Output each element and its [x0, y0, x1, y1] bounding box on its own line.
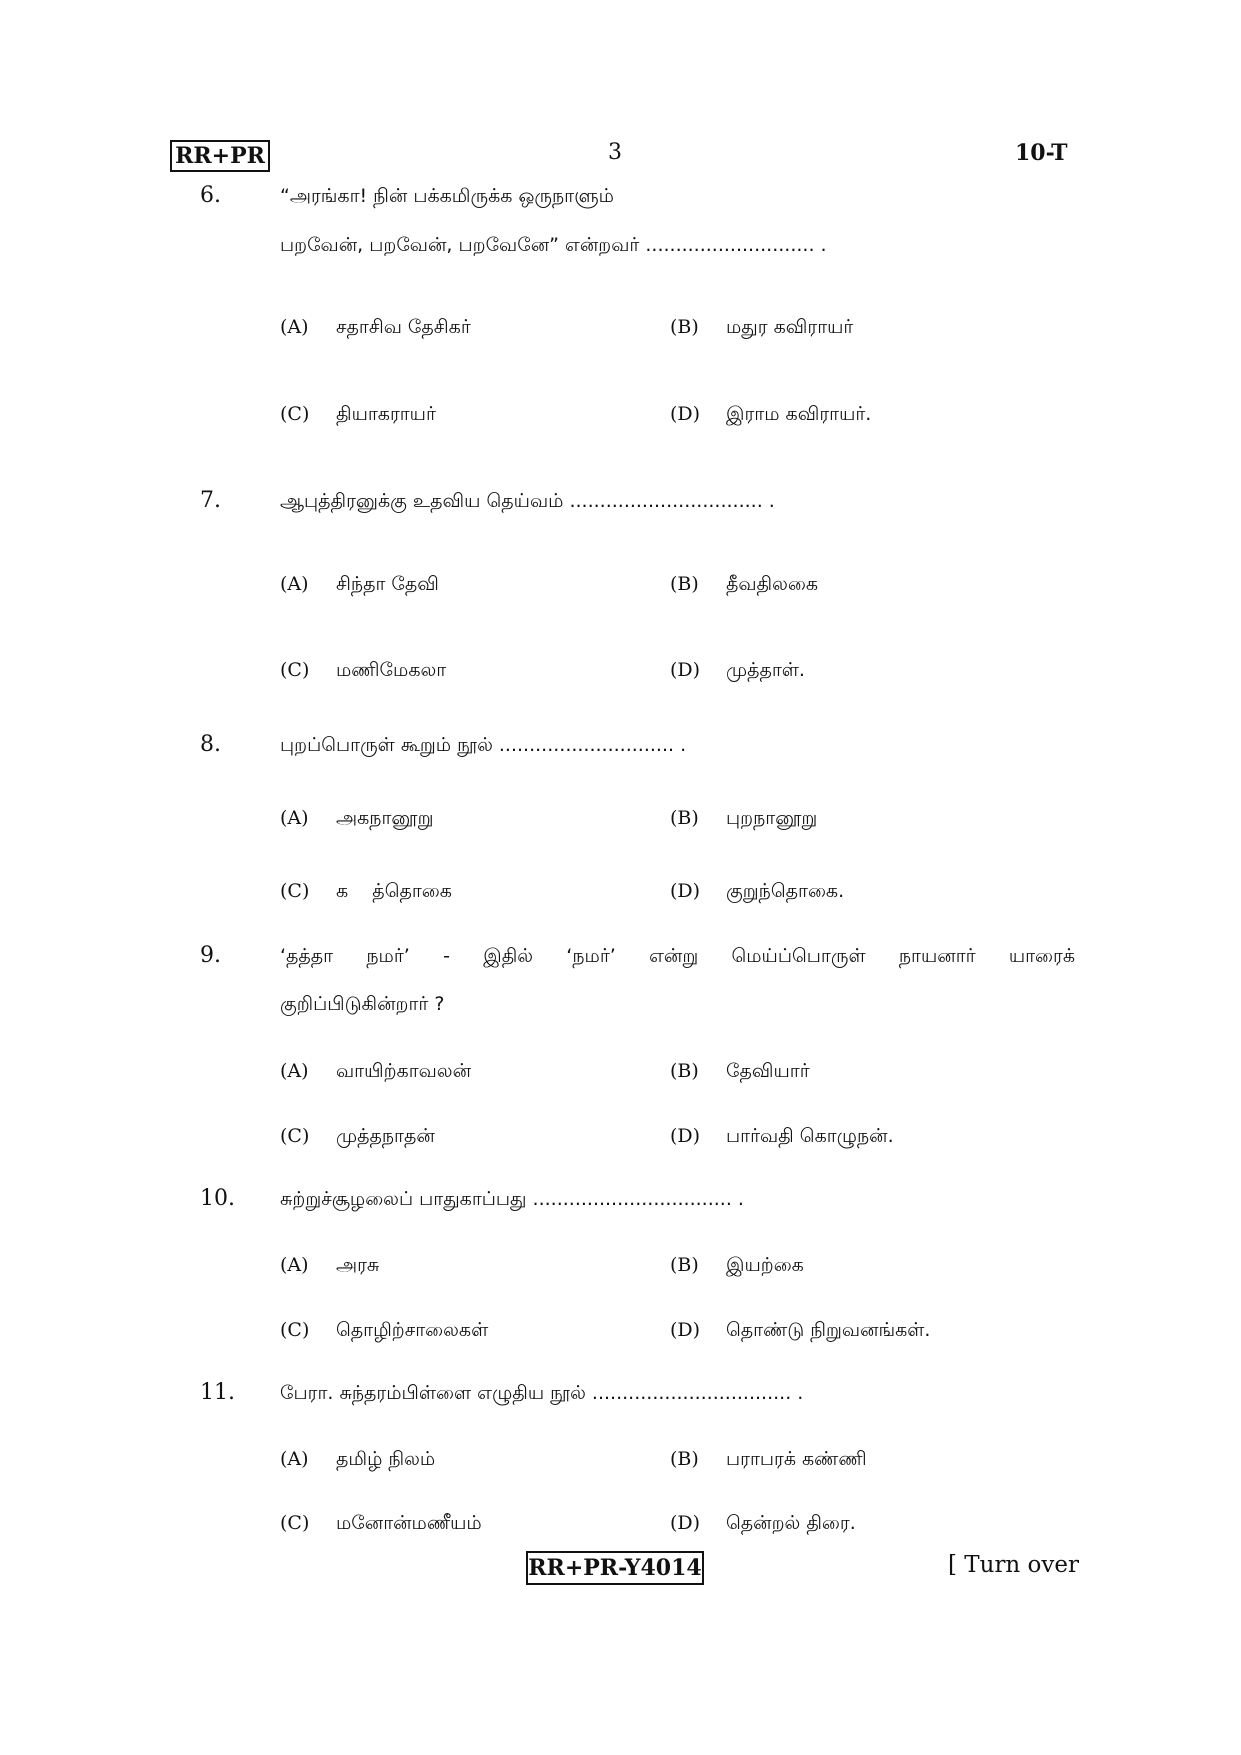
option-letter: (C) — [280, 1512, 310, 1534]
option-letter: (A) — [280, 807, 309, 829]
footer-code-box: RR+PR-Y4014 — [526, 1551, 704, 1585]
question-6-option-a — [280, 312, 471, 342]
option-letter: (A) — [280, 316, 309, 338]
option-letter: (B) — [670, 1448, 699, 1470]
option-letter: (D) — [670, 403, 701, 425]
option-text: தென்றல் திரை. — [726, 1512, 856, 1534]
option-text: அகநானூறு — [336, 807, 434, 829]
question-11-option-c — [280, 1508, 482, 1538]
question-9-line-1: ‘தத்தா நமர்’ - இதில் ‘நமர்’ என்று மெய்ப்பொருள் நாயனார் யாரைக் — [280, 945, 1075, 967]
option-letter: (C) — [280, 1125, 310, 1147]
question-10-number: 10. — [200, 1186, 235, 1211]
option-text: தேவியார் — [726, 1060, 810, 1082]
option-text: சிந்தா தேவி — [336, 573, 439, 595]
option-text: தீவதிலகை — [726, 573, 819, 595]
question-9-option-c — [280, 1121, 435, 1151]
option-text: தொழிற்சாலைகள் — [336, 1319, 489, 1341]
option-letter: (B) — [670, 807, 699, 829]
question-6-line-2: பறவேன், பறவேன், பறவேனே” என்றவர் ............................ . — [280, 234, 827, 256]
question-11-number: 11. — [200, 1380, 235, 1405]
option-letter: (B) — [670, 1254, 699, 1276]
question-8-line-1: புறப்பொருள் கூறும் நூல் ............................. . — [280, 734, 687, 756]
paper-code: 10-T — [1015, 140, 1068, 166]
option-text: தமிழ் நிலம் — [336, 1448, 436, 1470]
option-letter: (B) — [670, 573, 699, 595]
option-text: மனோன்மணீயம் — [336, 1512, 482, 1534]
option-letter: (D) — [670, 1512, 701, 1534]
question-9-option-a — [280, 1056, 471, 1086]
option-text: பராபரக் கண்ணி — [726, 1448, 867, 1470]
question-7-option-b — [670, 569, 818, 599]
option-text: வாயிற்காவலன் — [336, 1060, 472, 1082]
header-series-box: RR+PR — [170, 140, 270, 172]
option-letter: (C) — [280, 880, 310, 902]
question-8-number: 8. — [200, 732, 221, 757]
question-8-option-d — [670, 876, 844, 906]
option-letter: (A) — [280, 1448, 309, 1470]
option-text: இயற்கை — [726, 1254, 804, 1276]
option-letter: (B) — [670, 316, 699, 338]
question-6-option-b — [670, 312, 853, 342]
question-6-line-1: “அரங்கா! நின் பக்கமிருக்க ஒருநாளும் — [280, 185, 614, 207]
question-6-option-d — [670, 399, 871, 429]
question-9-option-d — [670, 1121, 894, 1151]
option-letter: (A) — [280, 1060, 309, 1082]
question-9-number: 9. — [200, 943, 221, 968]
question-11-line-1: பேரா. சுந்தரம்பிள்ளை எழுதிய நூல் ................................. . — [280, 1382, 804, 1404]
option-letter: (D) — [670, 1125, 701, 1147]
option-text: சதாசிவ தேசிகர் — [336, 316, 471, 338]
question-10-option-a — [280, 1250, 379, 1280]
question-11-option-b — [670, 1444, 867, 1474]
question-9-option-b — [670, 1056, 810, 1086]
option-letter: (B) — [670, 1060, 699, 1082]
option-text: பார்வதி கொழுநன். — [726, 1125, 894, 1147]
option-letter: (D) — [670, 880, 701, 902]
option-letter: (A) — [280, 573, 309, 595]
option-text: புறநானூறு — [726, 807, 818, 829]
page-number: 3 — [608, 140, 622, 165]
question-6-number: 6. — [200, 183, 221, 208]
option-text: தியாகராயர் — [336, 403, 436, 425]
question-7-option-c — [280, 655, 446, 685]
option-text: மணிமேகலா — [336, 659, 447, 681]
question-11-option-d — [670, 1508, 856, 1538]
question-8-option-b — [670, 803, 817, 833]
option-text: தொண்டு நிறுவனங்கள். — [726, 1319, 931, 1341]
question-11-option-a — [280, 1444, 435, 1474]
option-letter: (A) — [280, 1254, 309, 1276]
question-10-line-1: சுற்றுச்சூழலைப் பாதுகாப்பது ................................. . — [280, 1188, 744, 1210]
question-10-option-b — [670, 1250, 804, 1280]
question-8-option-a — [280, 803, 433, 833]
turn-over-label: [ Turn over — [948, 1552, 1080, 1578]
option-text: இராம கவிராயர். — [726, 403, 872, 425]
option-letter: (D) — [670, 1319, 701, 1341]
question-10-option-c — [280, 1315, 488, 1345]
option-letter: (C) — [280, 1319, 310, 1341]
question-9-line-2: குறிப்பிடுகின்றார் ? — [280, 993, 445, 1015]
question-8-option-c — [280, 876, 452, 906]
option-text: மதுர கவிராயர் — [726, 316, 854, 338]
option-text: முத்தாள். — [726, 659, 805, 681]
option-text: க த்தொகை — [336, 880, 452, 902]
question-6-option-c — [280, 399, 436, 429]
option-letter: (D) — [670, 659, 701, 681]
option-text: முத்தநாதன் — [336, 1125, 435, 1147]
option-text: குறுந்தொகை. — [726, 880, 845, 902]
option-letter: (C) — [280, 403, 310, 425]
question-7-line-1: ஆபுத்திரனுக்கு உதவிய தெய்வம் ................................ . — [280, 490, 775, 512]
question-7-option-a — [280, 569, 439, 599]
question-7-number: 7. — [200, 488, 221, 513]
option-text: அரசு — [336, 1254, 380, 1276]
option-letter: (C) — [280, 659, 310, 681]
question-10-option-d — [670, 1315, 930, 1345]
question-7-option-d — [670, 655, 805, 685]
